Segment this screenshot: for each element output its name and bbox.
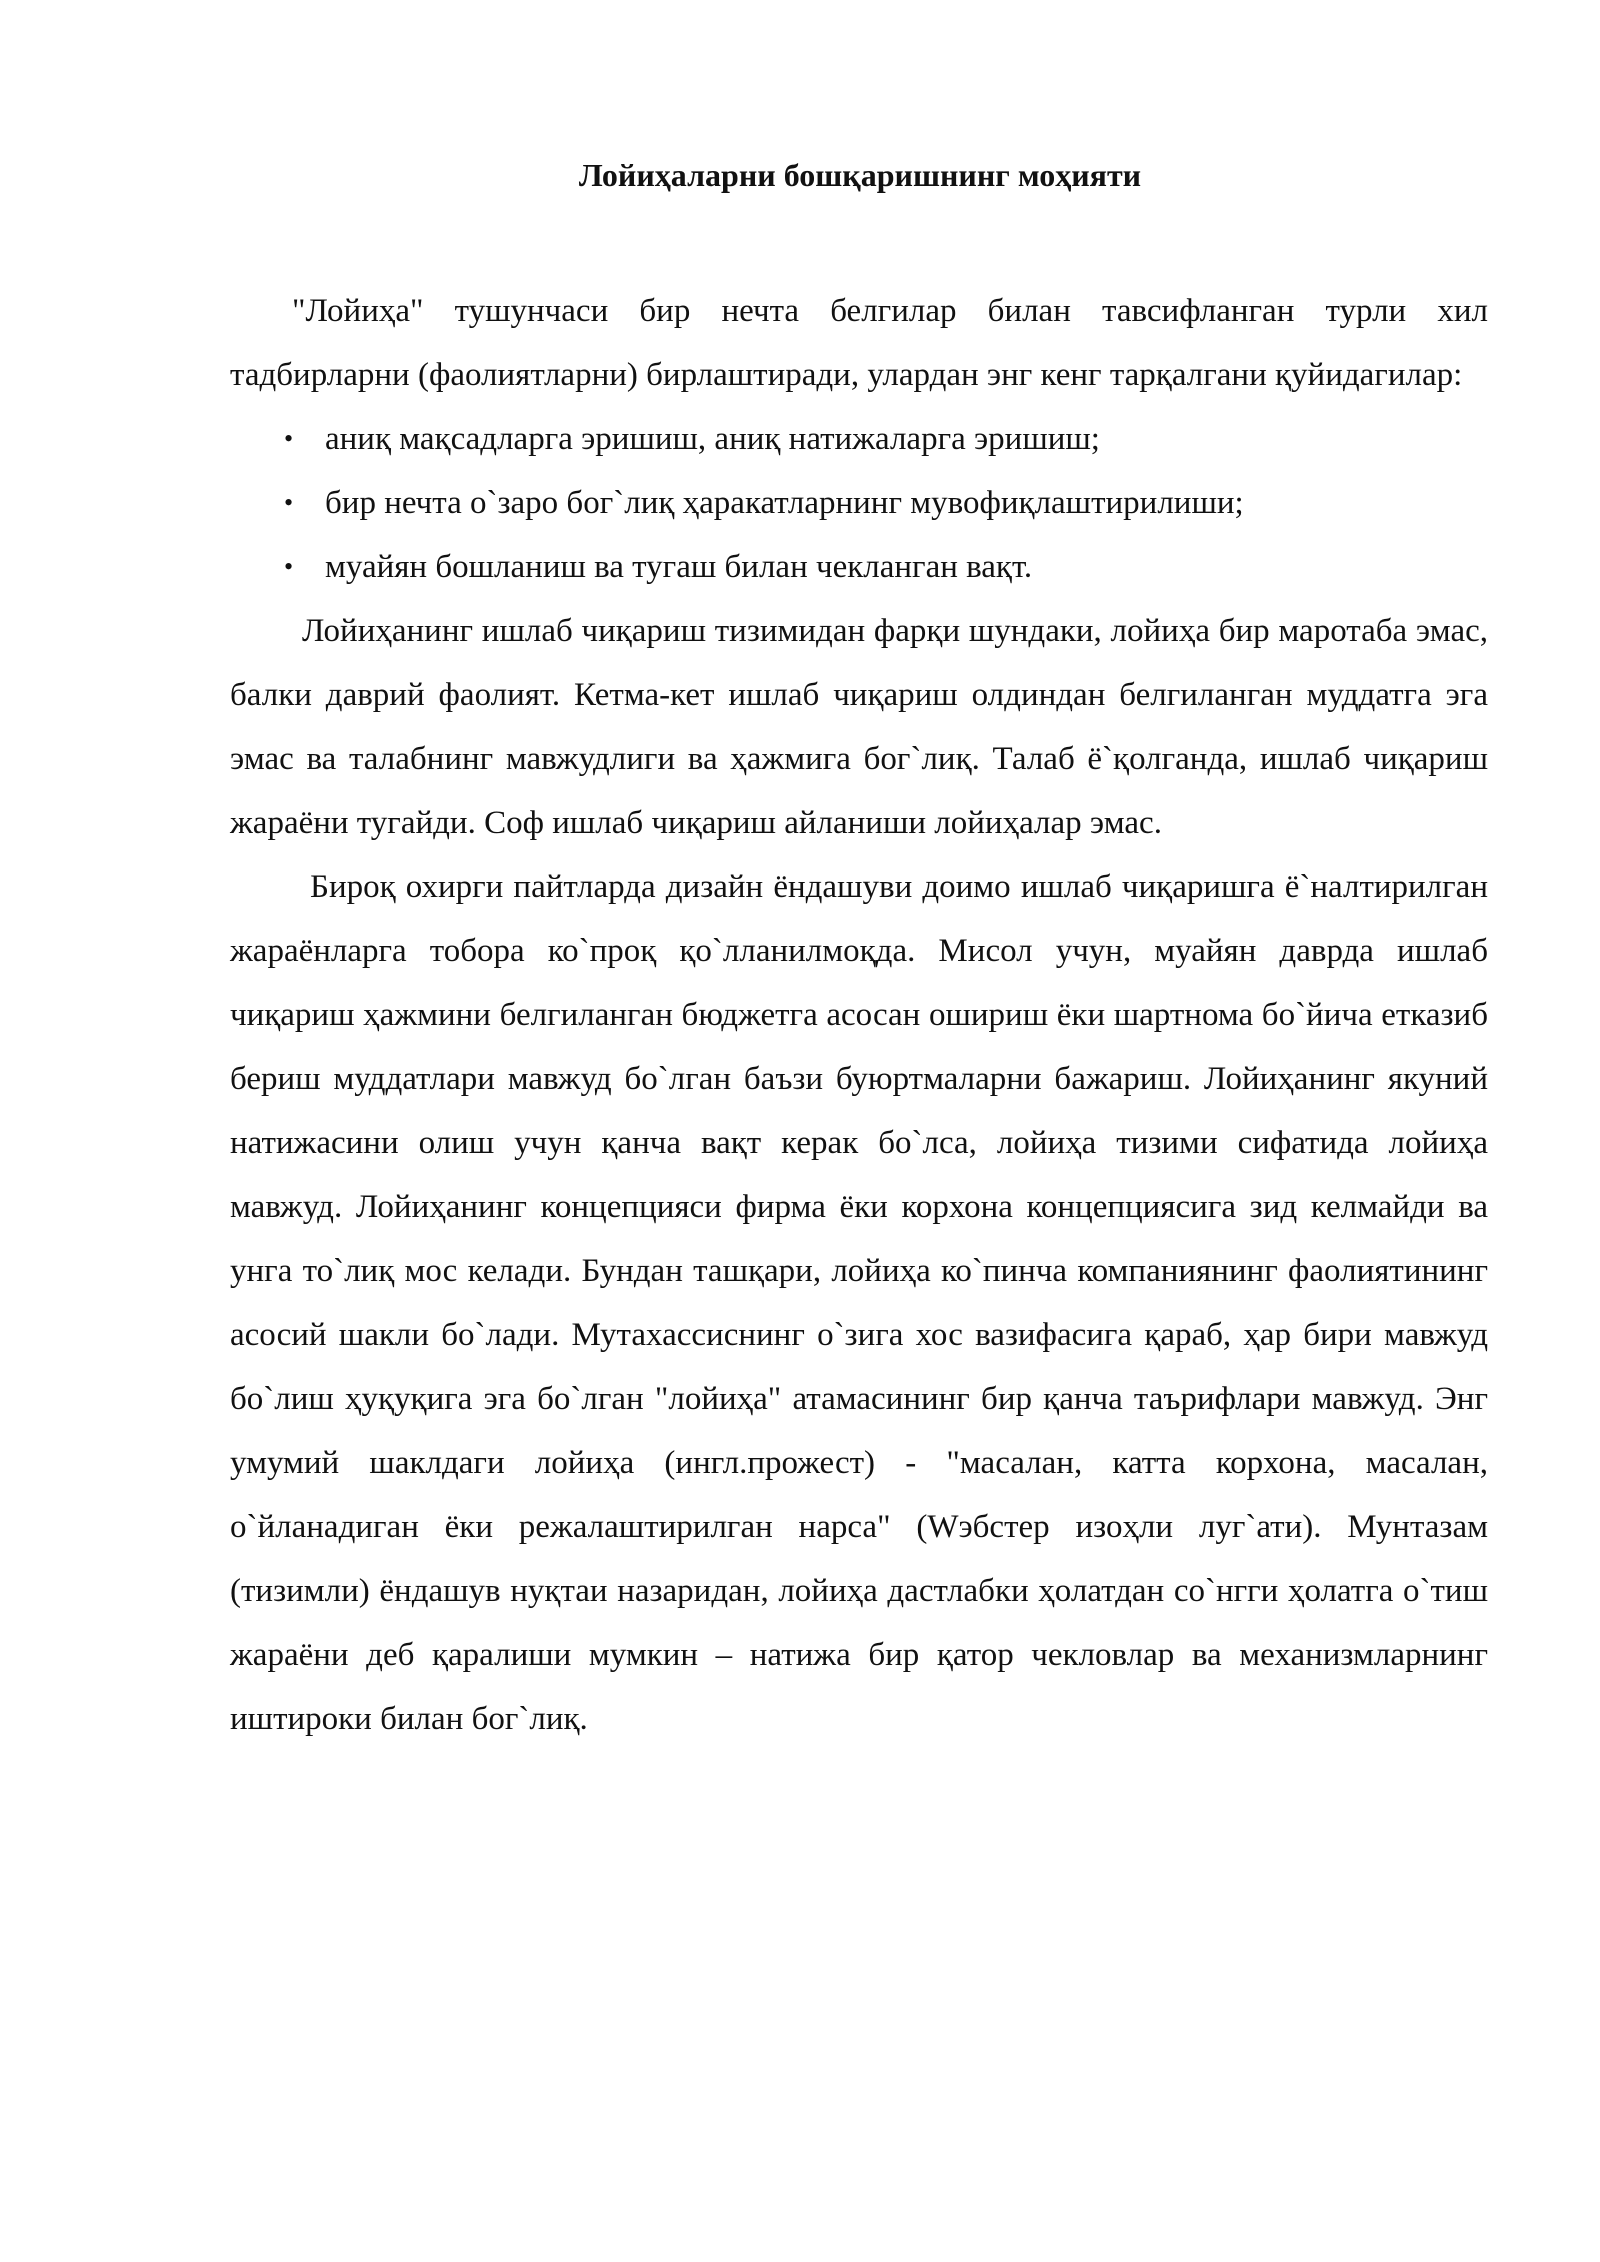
bullet-list [230,407,1488,599]
list-item [230,535,1488,599]
bullet-icon: • [284,552,294,581]
list-item-text: аниқ мақсадларга эришиш, аниқ натижаларга эришиш; [325,421,1100,457]
list-item-text: муайян бошланиш ва тугаш билан чекланган вақт. [325,549,1033,585]
page-title: Лойиҳаларни бошқаришнинг моҳияти [578,157,1142,193]
document-body [230,279,1488,1751]
paragraph-design-approach: Бироқ охирги пайтларда дизайн ёндашуви доимо ишлаб чиқаришга ё`налтирилган жараёнларга тобора ко`проқ қо`лланилмоқда. Мисол учун, муайян даврда ишлаб чиқариш ҳажмини белгиланган бюджетга асосан ошириш ёки шартнома бо`йича етказиб бериш муддатлари мавжуд бо`лган баъзи буюртмаларни бажариш. Лойиҳанинг якуний натижасини олиш учун қанча вақт керак бо`лса, лойиҳа тизими сифатида лойиҳа мавжуд. Лойиҳанинг концепцияси фирма ёки корхона концепциясига зид келмайди ва унга то`лиқ мос келади. Бундан ташқари, лойиҳа ко`пинча компаниянинг фаолиятининг асосий шакли бо`лади. Мутахассиснинг о`зига хос вазифасига қараб, ҳар бири мавжуд бо`лиш ҳуқуқига эга бо`лган "лойиҳа" атамасининг бир қанча таърифлари мавжуд. Энг умумий шаклдаги лойиҳа (ингл.прожест) - "масалан, катта корхона, масалан, о`йланадиган ёки режалаштирилган нарса" (Wэбстер изоҳли луг`ати). Мунтазам (тизимли) ёндашув нуқтаи назаридан, лойиҳа дастлабки ҳолатдан со`нгги ҳолатга о`тиш жараёни деб қаралиши мумкин – натижа бир қатор чекловлар ва механизмларнинг иштироки билан бог`лиқ. [230,869,1488,1737]
bullet-icon: • [284,488,294,517]
paragraph-intro: "Лойиҳа" тушунчаси бир нечта белгилар билан тавсифланган турли хил тадбирларни (фаолиятларни) бирлаштиради, улардан энг кенг тарқалгани қуйидагилар: [230,293,1488,393]
paragraph-production: Лойиҳанинг ишлаб чиқариш тизимидан фарқи шундаки, лойиҳа бир маротаба эмас, балки даврий фаолият. Кетма-кет ишлаб чиқариш олдиндан белгиланган муддатга эга эмас ва талабнинг мавжудлиги ва ҳажмига бог`лиқ. Талаб ё`қолганда, ишлаб чиқариш жараёни тугайди. Соф ишлаб чиқариш айланиши лойиҳалар эмас. [230,613,1488,841]
list-item [230,407,1488,471]
list-item [230,471,1488,535]
list-item-text: бир нечта о`заро бог`лиқ ҳаракатларнинг мувофиқлаштирилиши; [325,485,1244,521]
bullet-icon: • [284,424,294,453]
